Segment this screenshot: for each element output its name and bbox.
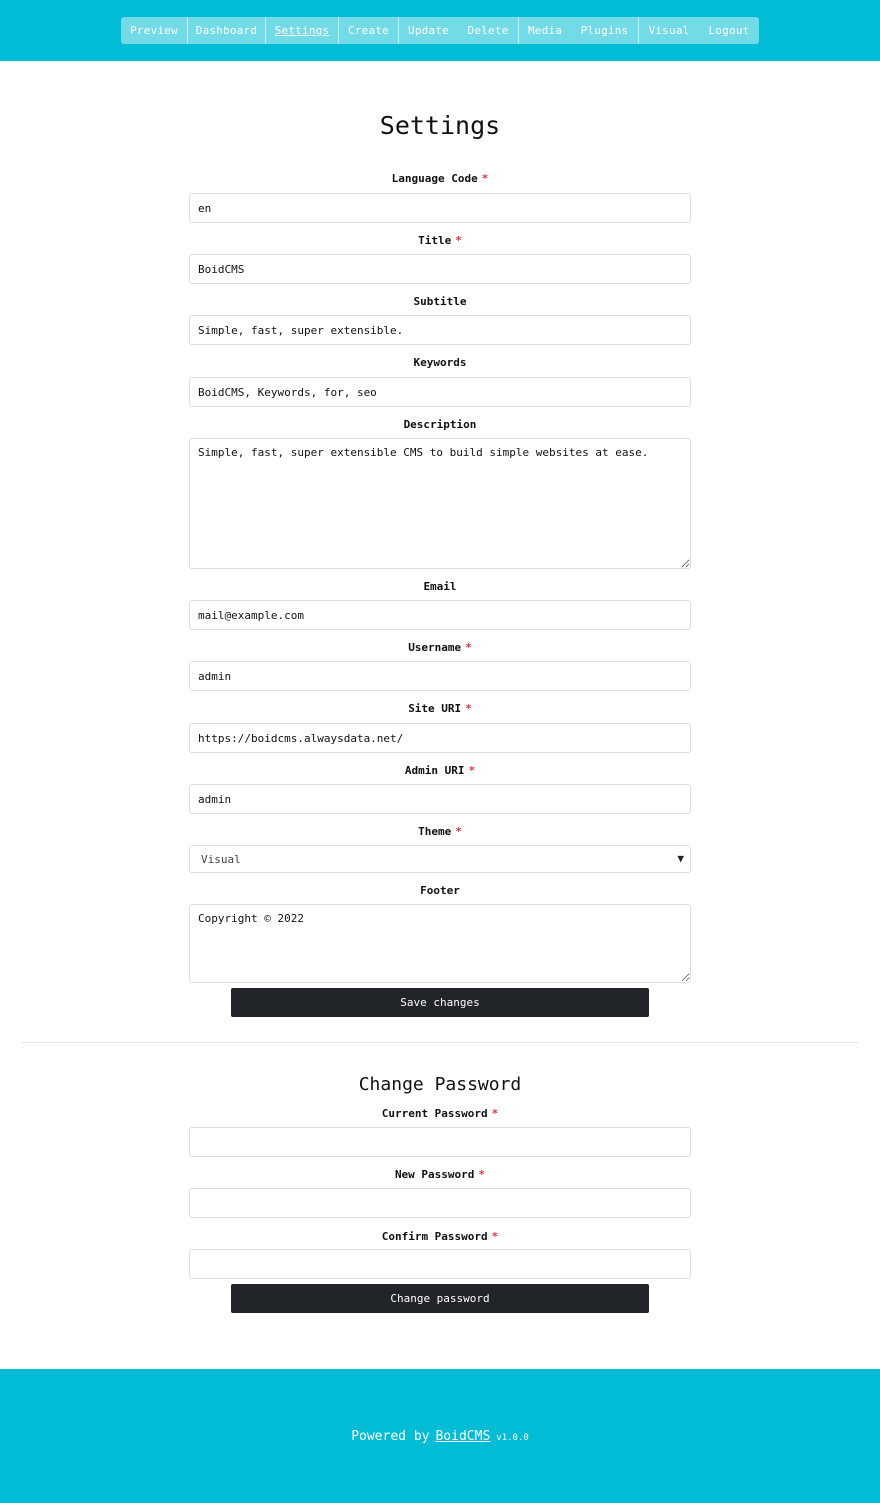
change-password-title: Change Password [358,1074,522,1095]
nav-media[interactable]: Media [527,24,563,37]
boidcms-link[interactable]: BoidCMS [435,1428,491,1444]
subtitle-label: Subtitle [413,295,467,308]
email-input[interactable] [189,600,691,630]
version-text: v1.0.0 [496,1433,529,1443]
nav-dashboard[interactable]: Dashboard [188,17,266,44]
keywords-label: Keywords [413,356,467,369]
new-password-label: New Password * [394,1168,486,1181]
site-uri-label: Site URI * [408,702,472,715]
nav-update[interactable]: Update [408,24,449,37]
powered-by-text: Powered by [351,1428,430,1444]
nav-delete[interactable]: Delete [458,17,519,44]
admin-uri-input[interactable] [189,784,691,814]
required-mark: * [481,172,489,185]
language-code-label: Language Code * [391,172,489,185]
page-title: Settings [379,111,501,140]
description-label: Description [403,418,477,431]
confirm-password-label: Confirm Password * [381,1230,499,1243]
username-input[interactable] [189,661,691,691]
required-mark: * [465,641,472,654]
new-password-input[interactable] [189,1188,691,1218]
current-password-input[interactable] [189,1127,691,1157]
change-password-button[interactable]: Change password [231,1284,649,1313]
required-mark: * [465,702,472,715]
username-label: Username * [408,641,472,654]
required-mark: * [491,1107,499,1120]
subtitle-input[interactable] [189,315,691,345]
theme-select[interactable] [189,845,691,873]
footer-label: Footer [420,884,460,897]
nav-preview[interactable]: Preview [121,17,188,44]
top-bar [0,0,880,61]
page-footer [0,1369,880,1503]
save-changes-button[interactable]: Save changes [231,988,649,1017]
required-mark: * [478,1168,486,1181]
current-password-label: Current Password * [381,1107,499,1120]
nav-logout[interactable]: Logout [708,24,750,37]
caret-down-icon: ▼ [677,852,684,865]
description-textarea[interactable] [189,438,691,569]
site-uri-input[interactable] [189,723,691,753]
nav-plugins[interactable]: Plugins [571,17,639,44]
email-label: Email [423,580,457,593]
theme-selected-value: Visual [201,852,241,866]
required-mark: * [455,234,462,247]
title-input[interactable] [189,254,691,284]
nav-create[interactable]: Create [339,17,399,44]
admin-uri-label: Admin URI * [404,764,476,777]
title-label: Title * [418,234,462,247]
nav-settings[interactable]: Settings [266,17,339,44]
keywords-input[interactable] [189,377,691,407]
required-mark: * [491,1230,499,1243]
confirm-password-input[interactable] [189,1249,691,1279]
language-code-input[interactable] [189,193,691,223]
nav-visual[interactable]: Visual [648,24,690,37]
theme-label: Theme * [418,825,462,838]
main-nav [121,17,759,44]
footer-textarea[interactable] [189,904,691,983]
section-divider [22,1042,858,1043]
required-mark: * [455,825,462,838]
required-mark: * [468,764,476,777]
